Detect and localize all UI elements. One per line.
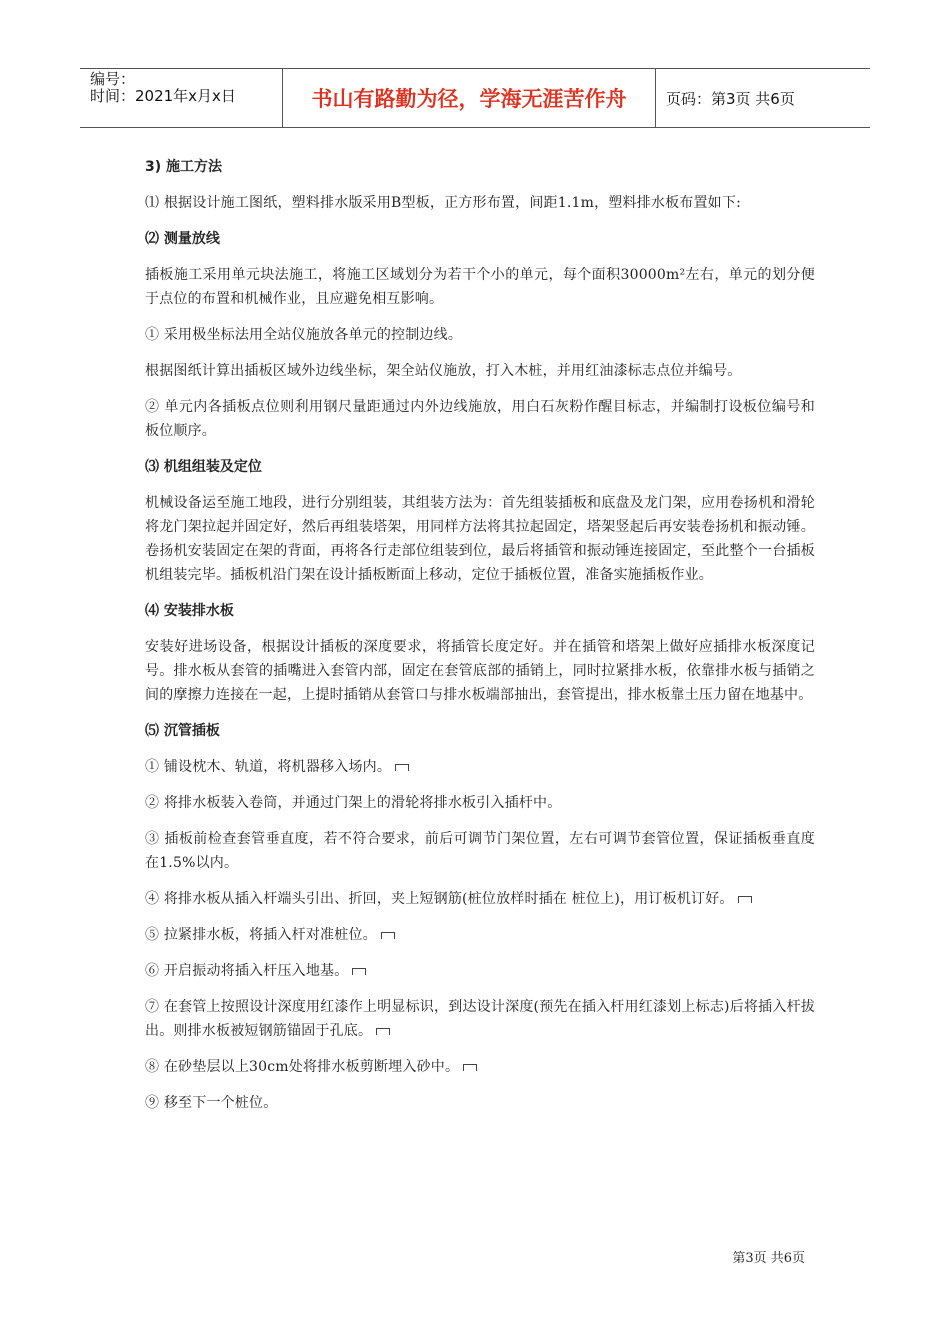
paragraph-7: 安装好进场设备，根据设计插板的深度要求，将插管长度定好。并在插管和塔架上做好应插排水板深度记号。排水板从套管的插嘴进入套管内部，固定在套管底部的插销上，同时拉紧排水板，依靠排水板与插销之间的摩擦力连接在一起，上提时插销从套管口与排水板端部抽出，套管提出，排水板靠土压力留在地基中。 [145, 639, 815, 703]
step-2: ② 将排水板装入卷筒，并通过门架上的滑轮将排水板引入插杆中。 [145, 795, 562, 811]
step-3: ③ 插板前检查套管垂直度，若不符合要求，前后可调节门架位置，左右可调节套管位置，保证插板垂直度在1.5%以内。 [145, 831, 815, 871]
step-8-text: ⑧ 在砂垫层以上30cm处将排水板剪断埋入砂中。 [145, 1059, 460, 1075]
step-4 [145, 887, 815, 911]
step-5-text: ⑤ 拉紧排水板，将插入杆对准桩位。 [145, 927, 377, 943]
return-mark-icon [738, 896, 752, 903]
step-7-text: ⑦ 在套管上按照设计深度用红漆作上明显标识，到达设计深度(预先在插入杆用红漆划上标志)后将插入杆拔出。则排水板被短钢筋锚固于孔底。 [145, 999, 815, 1039]
step-6-text: ⑥ 开启振动将插入杆压入地基。 [145, 963, 349, 979]
return-mark-icon [395, 764, 409, 771]
header-left [80, 69, 282, 127]
paragraph-6: 机械设备运至施工地段，进行分别组装，其组装方法为：首先组装插板和底盘及龙门架，应用卷扬机和滑轮将龙门架拉起并固定好，然后再组装塔架，用同样方法将其拉起固定，塔架竖起后再安装卷扬机和振动锤。卷扬机安装固定在架的背面，再将各行走部位组装到位，最后将插管和振动锤连接固定，至此整个一台插板机组装完毕。插板机沿门架在设计插板断面上移动，定位于插板位置，准备实施插板作业。 [145, 495, 815, 583]
step-8 [145, 1055, 815, 1079]
page-header [80, 68, 870, 128]
return-mark-icon [376, 1028, 390, 1035]
header-date: 时间：2021年x月x日 [90, 87, 236, 105]
step-5 [145, 923, 815, 947]
heading-sinking: ⑸ 沉管插板 [145, 723, 220, 739]
step-9: ⑨ 移至下一个桩位。 [145, 1095, 278, 1111]
step-1-text: ① 铺设枕木、轨道，将机器移入场内。 [145, 759, 392, 775]
step-1 [145, 755, 815, 779]
heading-install: ⑷ 安装排水板 [145, 603, 234, 619]
paragraph-2: 插板施工采用单元块法施工，将施工区域划分为若干个小的单元，每个面积30000m²左右，单元的划分便于点位的布置和机械作业，且应避免相互影响。 [145, 267, 815, 307]
step-7 [145, 995, 815, 1043]
return-mark-icon [381, 932, 395, 939]
step-6 [145, 959, 815, 983]
document-body [145, 150, 815, 1127]
step-4-text: ④ 将排水板从插入杆端头引出、折回，夹上短钢筋(桩位放样时插在 桩位上)，用订板机订好。 [145, 891, 734, 907]
header-page-number: 页码：第3页 共6页 [666, 89, 795, 108]
header-number: 编号： [90, 70, 136, 88]
paragraph-4: 根据图纸计算出插板区域外边线坐标，架全站仪施放，打入木桩，并用红油漆标志点位并编号。 [145, 363, 742, 379]
return-mark-icon [352, 968, 366, 975]
return-mark-icon [463, 1064, 477, 1071]
heading-assembly: ⑶ 机组组装及定位 [145, 459, 262, 475]
paragraph-5: ② 单元内各插板点位则利用钢尺量距通过内外边线施放，用白石灰粉作醒目标志，并编制打设板位编号和板位顺序。 [145, 399, 815, 439]
paragraph-3: ① 采用极坐标法用全站仪施放各单元的控制边线。 [145, 327, 463, 343]
heading-survey: ⑵ 测量放线 [145, 231, 220, 247]
header-motto: 书山有路勤为径，学海无涯苦作舟 [282, 69, 656, 127]
paragraph-1: ⑴ 根据设计施工图纸，塑料排水版采用B型板，正方形布置，间距1.1m，塑料排水板布置如下: [145, 195, 741, 211]
section-title: 3) 施工方法 [145, 159, 223, 175]
page-footer: 第3页 共6页 [732, 1251, 805, 1266]
